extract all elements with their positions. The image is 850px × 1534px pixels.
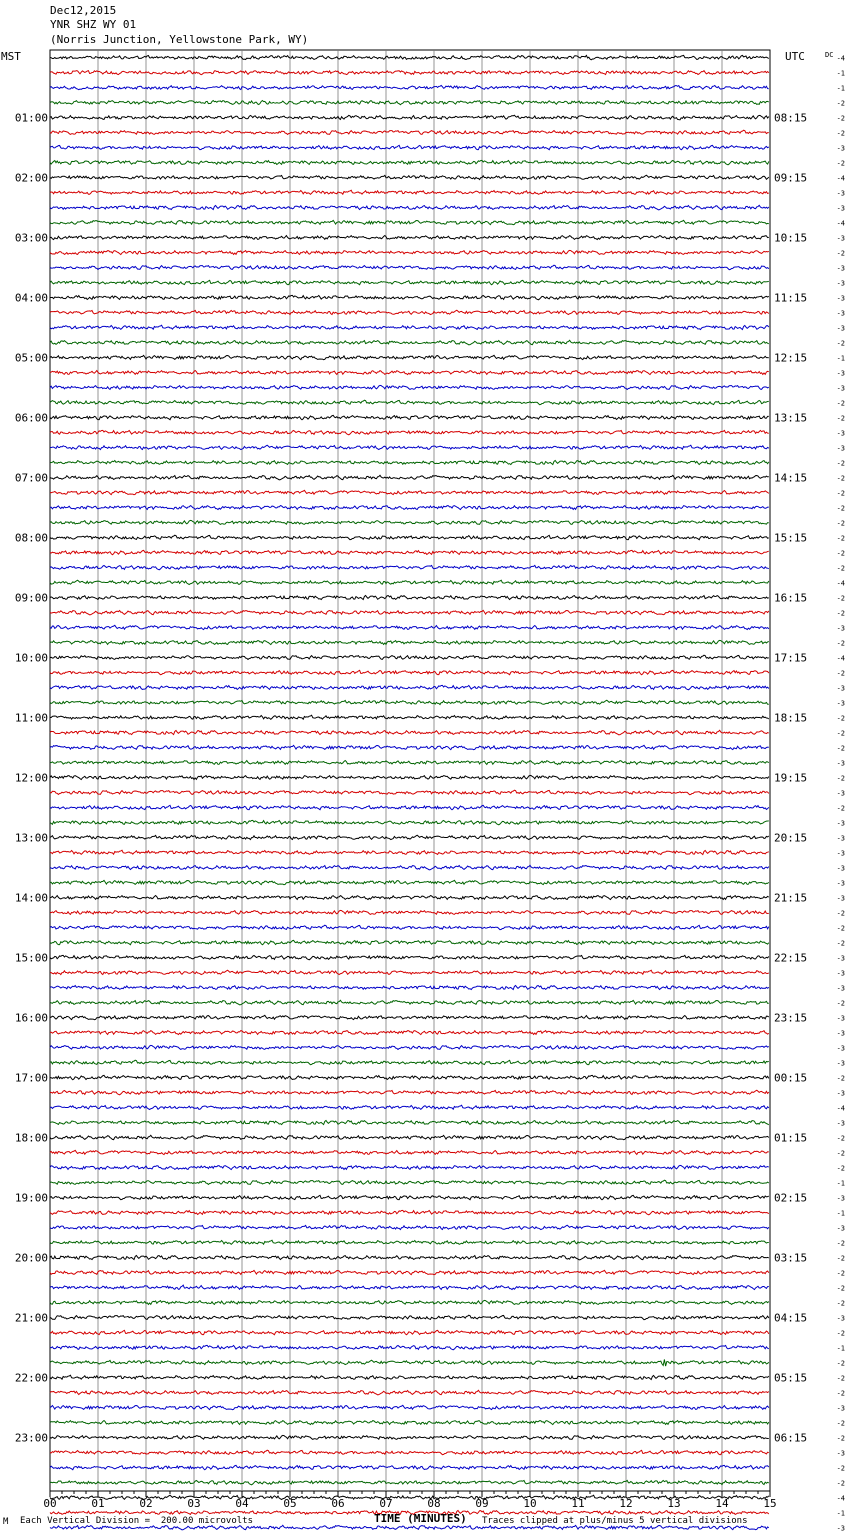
dc-offset-label: -4 <box>836 54 845 63</box>
x-tick-label: 12 <box>619 1497 633 1510</box>
trace-row-45 <box>50 715 769 719</box>
dc-offset-label: -3 <box>836 324 845 333</box>
trace-row-92 <box>50 1421 769 1425</box>
dc-offset-label: -2 <box>836 1479 845 1488</box>
trace-row-32 <box>50 520 769 524</box>
x-tick-label: 04 <box>235 1497 249 1510</box>
trace-row-38 <box>50 610 769 615</box>
right-timezone-label: UTC <box>785 50 805 63</box>
dc-offset-label: -2 <box>836 1374 845 1383</box>
trace-row-70 <box>50 1090 769 1095</box>
dc-offset-label: -2 <box>836 459 845 468</box>
trace-row-66 <box>50 1031 769 1035</box>
trace-row-36 <box>50 580 769 584</box>
plot-date: Dec12,2015 <box>50 4 117 17</box>
trace-row-42 <box>50 670 769 674</box>
trace-row-94 <box>50 1450 769 1455</box>
trace-row-10 <box>50 190 769 194</box>
dc-offset-label: -2 <box>836 549 845 558</box>
trace-row-56 <box>50 880 769 884</box>
trace-row-95 <box>50 1465 769 1469</box>
dc-offset-label: -1 <box>836 69 845 78</box>
dc-offset-label: -3 <box>836 1314 845 1323</box>
mst-hour-label: 22:00 <box>14 1371 48 1385</box>
trace-row-11 <box>50 205 769 210</box>
x-tick-label: 14 <box>715 1497 729 1510</box>
dc-offset-label: -3 <box>836 279 845 288</box>
dc-offset-label: -3 <box>836 969 845 978</box>
dc-offset-label: -2 <box>836 774 845 783</box>
x-tick-label: 05 <box>283 1497 297 1510</box>
dc-offset-label: -3 <box>836 1449 845 1458</box>
clip-note: Traces clipped at plus/minus 5 vertical divisions <box>482 1516 748 1526</box>
trace-row-69 <box>50 1075 769 1079</box>
dc-offset-label: -2 <box>836 99 845 108</box>
utc-hour-label: 22:15 <box>774 951 808 965</box>
dc-offset-label: -3 <box>836 1404 845 1413</box>
trace-row-57 <box>50 896 769 900</box>
trace-row-52 <box>50 820 769 824</box>
dc-offset-label: -2 <box>836 594 845 603</box>
mst-hour-label: 04:00 <box>14 291 48 305</box>
trace-row-46 <box>50 730 769 735</box>
trace-row-88 <box>50 1360 769 1367</box>
dc-offset-label: -2 <box>836 1434 845 1443</box>
trace-row-75 <box>50 1165 769 1169</box>
utc-hour-label: 17:15 <box>774 651 808 665</box>
trace-row-97 <box>50 1495 769 1499</box>
dc-offset-label: -2 <box>836 1134 845 1143</box>
dc-offset-label: -2 <box>836 474 845 483</box>
dc-offset-label: -3 <box>836 264 845 273</box>
mst-hour-label: 03:00 <box>14 231 48 245</box>
trace-row-24 <box>50 400 769 405</box>
trace-row-58 <box>50 910 769 914</box>
mst-hour-label: 19:00 <box>14 1191 48 1205</box>
trace-row-47 <box>50 745 769 749</box>
dc-offset-label: -3 <box>836 309 845 318</box>
trace-row-17 <box>50 295 769 299</box>
dc-offset-label: -3 <box>836 789 845 798</box>
x-tick-label: 07 <box>379 1497 393 1510</box>
utc-hour-label: 16:15 <box>774 591 808 605</box>
trace-row-61 <box>50 955 769 959</box>
x-tick-label: 03 <box>187 1497 201 1510</box>
dc-offset-label: -2 <box>836 729 845 738</box>
dc-offset-label: -2 <box>836 1239 845 1248</box>
dc-offset-label: -3 <box>836 1224 845 1233</box>
dc-offset-label: -4 <box>836 174 845 183</box>
trace-row-25 <box>50 415 769 419</box>
trace-row-33 <box>50 535 769 540</box>
trace-row-26 <box>50 430 769 434</box>
utc-hour-label: 18:15 <box>774 711 808 725</box>
utc-hour-label: 13:15 <box>774 411 808 425</box>
utc-hour-label: 20:15 <box>774 831 808 845</box>
dc-offset-label: -3 <box>836 1089 845 1098</box>
trace-row-80 <box>50 1240 769 1244</box>
dc-offset-label: -2 <box>836 489 845 498</box>
trace-row-1 <box>50 55 769 59</box>
dc-offset-label: -2 <box>836 939 845 948</box>
x-tick-label: 15 <box>763 1497 777 1510</box>
trace-row-77 <box>50 1195 769 1199</box>
utc-hour-label: 05:15 <box>774 1371 808 1385</box>
trace-row-6 <box>50 130 769 134</box>
mst-hour-label: 15:00 <box>14 951 48 965</box>
dc-offset-label: -3 <box>836 1044 845 1053</box>
trace-row-13 <box>50 236 769 240</box>
trace-row-8 <box>50 160 769 164</box>
dc-offset-label: -4 <box>836 579 845 588</box>
dc-offset-label: -4 <box>836 219 845 228</box>
dc-offset-label: -2 <box>836 609 845 618</box>
trace-row-62 <box>50 970 769 974</box>
trace-row-44 <box>50 700 769 704</box>
x-tick-label: 13 <box>667 1497 681 1510</box>
trace-row-22 <box>50 371 769 375</box>
trace-row-29 <box>50 475 769 480</box>
corner-mark: M <box>3 1517 9 1527</box>
left-timezone-label: MST <box>1 50 21 63</box>
trace-row-40 <box>50 640 769 644</box>
trace-row-59 <box>50 925 769 930</box>
dc-offset-label: -3 <box>836 384 845 393</box>
utc-hour-label: 14:15 <box>774 471 808 485</box>
x-tick-label: 11 <box>571 1497 585 1510</box>
dc-label: DC <box>825 51 834 59</box>
trace-row-16 <box>50 280 769 284</box>
trace-row-76 <box>50 1180 769 1184</box>
mst-hour-label: 23:00 <box>14 1431 48 1445</box>
trace-row-83 <box>50 1285 769 1289</box>
trace-row-82 <box>50 1270 769 1274</box>
trace-row-55 <box>50 865 769 870</box>
dc-offset-label: -3 <box>836 1014 845 1023</box>
dc-offset-label: -2 <box>836 1419 845 1428</box>
trace-row-63 <box>50 986 769 990</box>
trace-row-86 <box>50 1330 769 1334</box>
trace-row-90 <box>50 1390 769 1395</box>
mst-hour-label: 05:00 <box>14 351 48 365</box>
dc-offset-label: -2 <box>836 414 845 423</box>
dc-offset-label: -3 <box>836 699 845 708</box>
dc-offset-label: -3 <box>836 294 845 303</box>
utc-hour-label: 00:15 <box>774 1071 808 1085</box>
trace-row-30 <box>50 490 769 494</box>
utc-hour-label: 11:15 <box>774 291 808 305</box>
dc-offset-label: -3 <box>836 894 845 903</box>
trace-row-27 <box>50 445 769 449</box>
utc-hour-label: 10:15 <box>774 231 808 245</box>
trace-row-89 <box>50 1375 769 1379</box>
trace-row-14 <box>50 250 769 254</box>
trace-row-96 <box>50 1480 769 1484</box>
trace-row-60 <box>50 940 769 944</box>
dc-offset-label: -1 <box>836 84 845 93</box>
dc-offset-label: -3 <box>836 759 845 768</box>
dc-offset-label: -2 <box>836 714 845 723</box>
dc-offset-label: -2 <box>836 1269 845 1278</box>
mst-hour-label: 08:00 <box>14 531 48 545</box>
trace-row-87 <box>50 1345 769 1349</box>
dc-offset-label: -3 <box>836 849 845 858</box>
dc-offset-label: -2 <box>836 1164 845 1173</box>
dc-offset-label: -2 <box>836 804 845 813</box>
dc-offset-label: -3 <box>836 834 845 843</box>
utc-hour-label: 23:15 <box>774 1011 808 1025</box>
trace-row-73 <box>50 1135 769 1139</box>
x-tick-label: 10 <box>523 1497 537 1510</box>
dc-offset-label: -2 <box>836 519 845 528</box>
trace-row-18 <box>50 310 769 314</box>
dc-offset-label: -3 <box>836 1119 845 1128</box>
trace-row-64 <box>50 1000 769 1005</box>
dc-offset-label: -1 <box>836 354 845 363</box>
x-tick-label: 02 <box>139 1497 153 1510</box>
x-tick-label: 08 <box>427 1497 441 1510</box>
dc-offset-label: -2 <box>836 399 845 408</box>
mst-hour-label: 11:00 <box>14 711 48 725</box>
mst-hour-label: 21:00 <box>14 1311 48 1325</box>
trace-row-84 <box>50 1300 769 1304</box>
trace-row-23 <box>50 385 769 389</box>
dc-offset-label: -2 <box>836 924 845 933</box>
trace-row-4 <box>50 101 769 105</box>
dc-offset-label: -3 <box>836 984 845 993</box>
mst-hour-label: 20:00 <box>14 1251 48 1265</box>
dc-offset-label: -3 <box>836 1524 845 1533</box>
dc-offset-label: -3 <box>836 369 845 378</box>
trace-row-67 <box>50 1045 769 1049</box>
dc-offset-label: -2 <box>836 1359 845 1368</box>
trace-row-48 <box>50 761 769 765</box>
dc-offset-label: -4 <box>836 654 845 663</box>
x-tick-label: 01 <box>91 1497 105 1510</box>
utc-hour-label: 03:15 <box>774 1251 808 1265</box>
trace-row-85 <box>50 1315 769 1320</box>
mst-hour-label: 07:00 <box>14 471 48 485</box>
utc-hour-label: 04:15 <box>774 1311 808 1325</box>
dc-offset-label: -2 <box>836 1149 845 1158</box>
mst-hour-label: 17:00 <box>14 1071 48 1085</box>
trace-row-54 <box>50 850 769 854</box>
utc-hour-label: 21:15 <box>774 891 808 905</box>
dc-offset-label: -2 <box>836 534 845 543</box>
trace-row-3 <box>50 85 769 89</box>
utc-hour-label: 19:15 <box>774 771 808 785</box>
trace-row-65 <box>50 1015 769 1019</box>
trace-row-12 <box>50 220 769 224</box>
dc-offset-label: -3 <box>836 954 845 963</box>
trace-row-51 <box>50 805 769 809</box>
station-location: (Norris Junction, Yellowstone Park, WY) <box>50 33 309 46</box>
trace-row-72 <box>50 1121 769 1125</box>
x-tick-label: 06 <box>331 1497 345 1510</box>
trace-row-5 <box>50 115 769 120</box>
dc-offset-label: -3 <box>836 864 845 873</box>
trace-row-43 <box>50 685 769 689</box>
trace-row-79 <box>50 1225 769 1229</box>
trace-row-2 <box>50 71 769 75</box>
trace-row-31 <box>50 506 769 510</box>
utc-hour-label: 01:15 <box>774 1131 808 1145</box>
mst-hour-label: 02:00 <box>14 171 48 185</box>
mst-hour-label: 01:00 <box>14 111 48 125</box>
trace-row-37 <box>50 596 769 600</box>
mst-hour-label: 09:00 <box>14 591 48 605</box>
dc-offset-label: -2 <box>836 249 845 258</box>
dc-offset-label: -2 <box>836 1254 845 1263</box>
trace-row-19 <box>50 325 769 329</box>
dc-offset-label: -3 <box>836 624 845 633</box>
trace-row-50 <box>50 790 769 795</box>
dc-offset-label: -2 <box>836 504 845 513</box>
dc-offset-label: -3 <box>836 684 845 693</box>
dc-offset-label: -1 <box>836 1509 845 1518</box>
utc-hour-label: 12:15 <box>774 351 808 365</box>
dc-offset-label: -2 <box>836 339 845 348</box>
dc-offset-label: -3 <box>836 429 845 438</box>
mst-hour-label: 14:00 <box>14 891 48 905</box>
trace-row-34 <box>50 550 769 554</box>
dc-offset-label: -2 <box>836 999 845 1008</box>
trace-row-93 <box>50 1435 769 1439</box>
trace-row-91 <box>50 1405 769 1409</box>
dc-offset-label: -2 <box>836 1329 845 1338</box>
trace-row-78 <box>50 1210 769 1214</box>
dc-offset-label: -2 <box>836 1389 845 1398</box>
mst-hour-label: 13:00 <box>14 831 48 845</box>
mst-hour-label: 18:00 <box>14 1131 48 1145</box>
mst-hour-label: 16:00 <box>14 1011 48 1025</box>
trace-row-81 <box>50 1255 769 1260</box>
trace-row-20 <box>50 340 769 345</box>
utc-hour-label: 02:15 <box>774 1191 808 1205</box>
dc-offset-label: -2 <box>836 1464 845 1473</box>
dc-offset-label: -2 <box>836 909 845 918</box>
dc-offset-label: -3 <box>836 144 845 153</box>
dc-offset-label: -3 <box>836 1029 845 1038</box>
mst-hour-label: 10:00 <box>14 651 48 665</box>
dc-offset-label: -2 <box>836 1299 845 1308</box>
utc-hour-label: 06:15 <box>774 1431 808 1445</box>
x-tick-label: 09 <box>475 1497 489 1510</box>
trace-row-15 <box>50 265 769 270</box>
x-axis-title: TIME (MINUTES) <box>374 1512 467 1525</box>
dc-offset-label: -3 <box>836 819 845 828</box>
dc-offset-label: -4 <box>836 1104 845 1113</box>
dc-offset-label: -2 <box>836 744 845 753</box>
dc-offset-label: -3 <box>836 1194 845 1203</box>
trace-row-49 <box>50 775 769 779</box>
trace-row-9 <box>50 175 769 179</box>
dc-offset-label: -1 <box>836 1179 845 1188</box>
scale-note: Each Vertical Division = 200.00 microvolts <box>20 1516 253 1526</box>
dc-offset-label: -2 <box>836 114 845 123</box>
trace-row-41 <box>50 655 769 659</box>
dc-offset-label: -2 <box>836 129 845 138</box>
dc-offset-label: -2 <box>836 669 845 678</box>
dc-offset-label: -1 <box>836 1209 845 1218</box>
dc-offset-label: -2 <box>836 564 845 573</box>
utc-hour-label: 15:15 <box>774 531 808 545</box>
mst-hour-label: 06:00 <box>14 411 48 425</box>
dc-offset-label: -4 <box>836 1494 845 1503</box>
mst-hour-label: 12:00 <box>14 771 48 785</box>
trace-row-35 <box>50 565 769 569</box>
trace-row-74 <box>50 1150 769 1154</box>
dc-offset-label: -2 <box>836 159 845 168</box>
dc-offset-label: -2 <box>836 1284 845 1293</box>
dc-offset-label: -3 <box>836 879 845 888</box>
dc-offset-label: -3 <box>836 204 845 213</box>
trace-row-39 <box>50 625 769 629</box>
dc-offset-label: -3 <box>836 1059 845 1068</box>
trace-row-53 <box>50 835 769 839</box>
utc-hour-label: 09:15 <box>774 171 808 185</box>
station-code: YNR SHZ WY 01 <box>50 18 137 31</box>
trace-row-21 <box>50 355 769 359</box>
trace-row-68 <box>50 1060 769 1065</box>
x-tick-label: 00 <box>43 1497 57 1510</box>
dc-offset-label: -1 <box>836 1344 845 1353</box>
dc-offset-label: -3 <box>836 444 845 453</box>
trace-row-71 <box>50 1105 769 1109</box>
trace-row-28 <box>50 461 769 465</box>
dc-offset-label: -2 <box>836 639 845 648</box>
dc-offset-label: -2 <box>836 1074 845 1083</box>
trace-row-7 <box>50 145 769 149</box>
utc-hour-label: 08:15 <box>774 111 808 125</box>
dc-offset-label: -3 <box>836 189 845 198</box>
dc-offset-label: -3 <box>836 234 845 243</box>
